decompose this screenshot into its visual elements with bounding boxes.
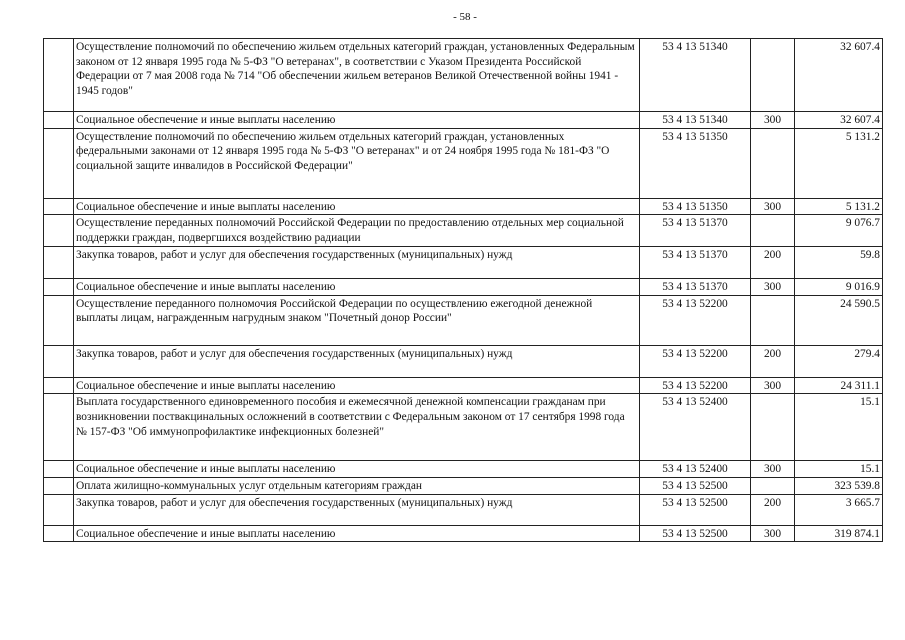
row-amount: 319 874.1 — [834, 527, 880, 540]
row-expense-type-cell — [751, 377, 795, 394]
row-name: Осуществление переданного полномочия Российской Федерации по осуществлению ежегодной денежной выплаты лицам, награжденным нагрудным знаком "Почетный донор России" — [76, 297, 593, 325]
page-number: - 58 - — [453, 11, 477, 23]
table-row — [44, 345, 883, 377]
row-expense-type-cell — [751, 279, 795, 296]
row-code-cell — [640, 295, 751, 345]
row-code-cell — [640, 215, 751, 247]
row-amount: 59.8 — [860, 249, 880, 262]
row-amount-cell — [795, 345, 883, 377]
row-name-cell — [74, 494, 640, 525]
row-name: Осуществление полномочий по обеспечению жильем отдельных категорий граждан, установленных федеральными законами от 12 января 1995 года № 5-ФЗ "О ветеранах" и от 24 ноября 1995 года № 181-ФЗ "О социальной защите инвалидов в Российской Федерации" — [76, 130, 610, 172]
row-code-cell — [640, 377, 751, 394]
row-amount-cell — [795, 525, 883, 542]
table-row — [44, 477, 883, 494]
row-name: Закупка товаров, работ и услуг для обеспечения государственных (муниципальных) нужд — [76, 249, 513, 262]
row-amount-cell — [795, 477, 883, 494]
table-row — [44, 279, 883, 296]
row-margin-cell — [44, 295, 74, 345]
row-name: Закупка товаров, работ и услуг для обеспечения государственных (муниципальных) нужд — [76, 347, 513, 360]
row-code: 53 4 13 52400 — [662, 463, 728, 476]
row-amount: 9 076.7 — [845, 217, 880, 230]
row-expense-type: 300 — [763, 379, 782, 392]
row-expense-type: 300 — [763, 527, 782, 540]
row-name-cell — [74, 525, 640, 542]
row-name-cell — [74, 112, 640, 129]
table-row — [44, 128, 883, 198]
row-expense-type-cell — [751, 247, 795, 279]
row-name: Социальное обеспечение и иные выплаты населению — [76, 379, 336, 392]
row-code: 53 4 13 52500 — [662, 527, 728, 540]
row-code: 53 4 13 52500 — [662, 479, 728, 492]
row-margin-cell — [44, 279, 74, 296]
row-margin-cell — [44, 112, 74, 129]
row-name-cell — [74, 477, 640, 494]
row-code: 53 4 13 52400 — [662, 396, 728, 409]
row-code-cell — [640, 477, 751, 494]
row-expense-type-cell — [751, 394, 795, 461]
row-amount-cell — [795, 394, 883, 461]
row-name: Закупка товаров, работ и услуг для обеспечения государственных (муниципальных) нужд — [76, 496, 513, 509]
row-amount-cell — [795, 247, 883, 279]
row-expense-type-cell — [751, 345, 795, 377]
row-code: 53 4 13 52500 — [662, 496, 728, 509]
table-row — [44, 461, 883, 478]
row-code-cell — [640, 394, 751, 461]
row-expense-type-cell — [751, 295, 795, 345]
row-name-cell — [74, 377, 640, 394]
row-margin-cell — [44, 198, 74, 215]
row-margin-cell — [44, 377, 74, 394]
row-margin-cell — [44, 494, 74, 525]
row-name: Социальное обеспечение и иные выплаты населению — [76, 527, 336, 540]
row-expense-type-cell — [751, 128, 795, 198]
budget-table — [43, 38, 883, 542]
row-code: 53 4 13 51340 — [662, 41, 728, 53]
row-amount-cell — [795, 112, 883, 129]
row-name: Социальное обеспечение и иные выплаты населению — [76, 114, 336, 126]
row-expense-type-cell — [751, 215, 795, 247]
row-code-cell — [640, 279, 751, 296]
row-expense-type-cell — [751, 494, 795, 525]
row-margin-cell — [44, 247, 74, 279]
row-expense-type-cell — [751, 198, 795, 215]
row-code-cell — [640, 345, 751, 377]
row-name-cell — [74, 247, 640, 279]
table-row — [44, 394, 883, 461]
row-amount: 32 607.4 — [840, 114, 880, 126]
row-code-cell — [640, 128, 751, 198]
row-code: 53 4 13 51370 — [662, 217, 728, 230]
table-row — [44, 295, 883, 345]
row-expense-type: 300 — [763, 281, 782, 294]
row-code-cell — [640, 112, 751, 129]
table-row — [44, 198, 883, 215]
row-margin-cell — [44, 477, 74, 494]
row-name: Осуществление полномочий по обеспечению жильем отдельных категорий граждан, установленных Федеральным законом от 12 января 1995 года № 5-ФЗ "О ветеранах", в соответствии с Указом Президента Российской Федерации от 7 мая 2008 года № 714 "Об обеспечении жильем ветеранов Великой Отечественной войны 1941 - 1945 годов" — [76, 41, 635, 97]
row-amount: 15.1 — [860, 396, 880, 409]
row-code-cell — [640, 198, 751, 215]
row-name: Социальное обеспечение и иные выплаты населению — [76, 463, 336, 476]
row-amount: 24 311.1 — [840, 379, 880, 392]
row-amount: 15.1 — [860, 463, 880, 476]
row-name-cell — [74, 295, 640, 345]
row-name: Выплата государственного единовременного пособия и ежемесячной денежной компенсации гражданам при возникновении поствакцинальных осложнений в соответствии с Федеральным законом от 17 сентября 1998 года № 157-ФЗ "Об иммунопрофилактике инфекционных болезней" — [76, 396, 625, 438]
table-row — [44, 39, 883, 112]
row-name-cell — [74, 215, 640, 247]
row-amount: 323 539.8 — [834, 479, 880, 492]
row-code: 53 4 13 52200 — [662, 297, 728, 310]
row-code: 53 4 13 51340 — [662, 114, 728, 126]
row-expense-type: 200 — [763, 249, 782, 262]
row-amount-cell — [795, 279, 883, 296]
row-margin-cell — [44, 345, 74, 377]
row-expense-type-cell — [751, 39, 795, 112]
row-code-cell — [640, 247, 751, 279]
row-amount: 9 016.9 — [845, 281, 880, 294]
row-name: Осуществление переданных полномочий Российской Федерации по предоставлению отдельных мер социальной поддержки граждан, подвергшихся воздействию радиации — [76, 217, 624, 244]
row-margin-cell — [44, 39, 74, 112]
row-code: 53 4 13 51370 — [662, 281, 728, 294]
table-row — [44, 112, 883, 129]
table-row — [44, 215, 883, 247]
row-expense-type: 300 — [763, 463, 782, 476]
row-amount-cell — [795, 128, 883, 198]
row-expense-type: 200 — [763, 347, 782, 360]
row-margin-cell — [44, 128, 74, 198]
row-code-cell — [640, 525, 751, 542]
row-amount-cell — [795, 494, 883, 525]
row-name: Социальное обеспечение и иные выплаты населению — [76, 281, 336, 294]
row-code: 53 4 13 51350 — [662, 130, 728, 143]
row-expense-type-cell — [751, 461, 795, 478]
row-margin-cell — [44, 461, 74, 478]
row-name-cell — [74, 345, 640, 377]
row-expense-type-cell — [751, 477, 795, 494]
row-amount: 5 131.2 — [845, 130, 880, 143]
table-row — [44, 525, 883, 542]
row-amount-cell — [795, 39, 883, 112]
table-row — [44, 247, 883, 279]
table-row — [44, 377, 883, 394]
row-name: Социальное обеспечение и иные выплаты населению — [76, 200, 336, 213]
row-code-cell — [640, 494, 751, 525]
row-margin-cell — [44, 525, 74, 542]
row-name-cell — [74, 128, 640, 198]
row-expense-type-cell — [751, 112, 795, 129]
row-code-cell — [640, 39, 751, 112]
row-amount: 24 590.5 — [840, 297, 880, 310]
row-expense-type: 300 — [763, 200, 782, 213]
row-name-cell — [74, 394, 640, 461]
row-code-cell — [640, 461, 751, 478]
row-code: 53 4 13 51350 — [662, 200, 728, 213]
row-amount-cell — [795, 295, 883, 345]
row-code: 53 4 13 52200 — [662, 379, 728, 392]
row-amount-cell — [795, 215, 883, 247]
row-amount-cell — [795, 198, 883, 215]
row-code: 53 4 13 51370 — [662, 249, 728, 262]
row-name-cell — [74, 39, 640, 112]
row-amount: 32 607.4 — [840, 41, 880, 53]
row-expense-type: 200 — [763, 496, 782, 509]
row-margin-cell — [44, 394, 74, 461]
table-row — [44, 494, 883, 525]
row-expense-type-cell — [751, 525, 795, 542]
row-name-cell — [74, 279, 640, 296]
row-name-cell — [74, 198, 640, 215]
row-name-cell — [74, 461, 640, 478]
row-expense-type: 300 — [763, 114, 782, 126]
row-amount: 279.4 — [854, 347, 880, 360]
row-amount-cell — [795, 377, 883, 394]
row-code: 53 4 13 52200 — [662, 347, 728, 360]
row-name: Оплата жилищно-коммунальных услуг отдельным категориям граждан — [76, 479, 422, 492]
row-amount-cell — [795, 461, 883, 478]
row-amount: 3 665.7 — [845, 496, 880, 509]
row-margin-cell — [44, 215, 74, 247]
row-amount: 5 131.2 — [845, 200, 880, 213]
